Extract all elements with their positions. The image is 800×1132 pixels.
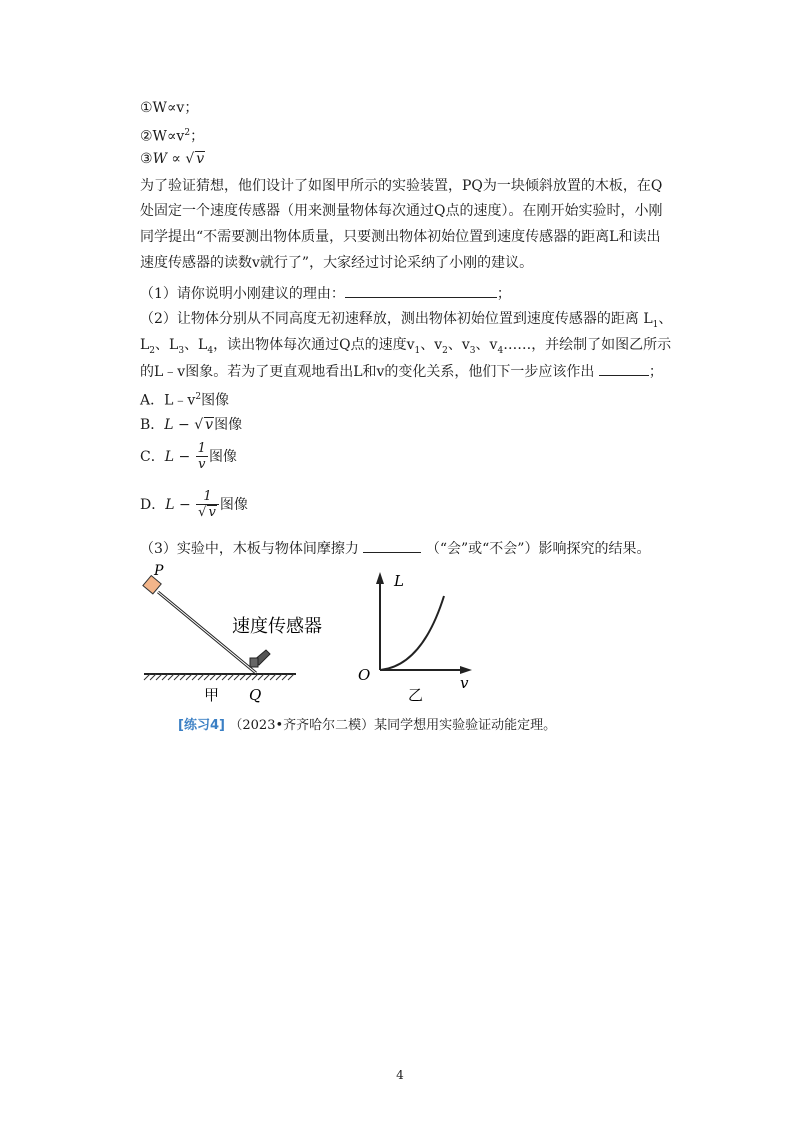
fraction-1-over-sqrt-v: $\frac{1}{√ v}$ <box>196 490 219 520</box>
label-v: v <box>460 674 469 692</box>
hypothesis-1: ①W∝v； <box>140 100 199 116</box>
option-c: C．L − $\frac{1}{v}$ 图像 <box>140 441 237 472</box>
question-3: （3）实验中，木板与物体间摩擦力 （“会”或“不会”）影响探究的结果。 <box>140 538 650 559</box>
answer-blank-3[interactable] <box>363 538 421 553</box>
question-1: （1）请你说明小刚建议的理由： ； <box>140 283 511 304</box>
page-number: 4 <box>396 1068 404 1082</box>
y-arrow <box>376 572 384 584</box>
hypothesis-2: $②W\propto v^2$； <box>140 128 205 145</box>
paragraph-line-4: 速度传感器的读数v就行了”，大家经过讨论采纳了小刚的建议。 <box>140 255 534 271</box>
paragraph-line-3: 同学提出“不需要测出物体质量，只要测出物体初始位置到速度传感器的距离L和读出 <box>140 229 661 245</box>
figure-incline <box>136 563 322 706</box>
label-o: O <box>358 666 371 684</box>
option-d: D．L − $\frac{1}{√ v}$ 图像 <box>140 489 248 520</box>
label-q: Q <box>249 686 262 704</box>
answer-blank-2[interactable] <box>599 361 649 376</box>
next-exercise: [练习4] （2023•齐齐哈尔二模）某同学想用实验验证动能定理。 <box>178 718 557 733</box>
l-v-curve <box>380 596 444 670</box>
paragraph-line-1: 为了验证猜想，他们设计了如图甲所示的实验装置，PQ为一块倾斜放置的木板，在Q <box>140 178 663 194</box>
figure-graph <box>352 566 482 706</box>
x-arrow <box>460 666 472 674</box>
option-a: A．$L﹣v^2$图像 <box>140 392 230 409</box>
hypothesis-3: ③W ∝ √ v <box>140 151 205 167</box>
caption-jia: 甲 <box>204 686 220 704</box>
label-sensor: 速度传感器 <box>232 616 322 637</box>
option-b: B．L − √ v图像 <box>140 417 243 433</box>
exercise-tag: [练习4] <box>178 718 225 733</box>
label-p: P <box>154 563 164 579</box>
label-l: L <box>394 572 404 590</box>
fraction-1-over-v: $\frac{1}{v}$ <box>197 441 206 472</box>
paragraph-line-2: 处固定一个速度传感器（用来测量物体每次通过Q点的速度）。在刚开始实验时，小刚 <box>140 203 663 219</box>
answer-blank-1[interactable] <box>345 283 497 298</box>
question-2-line-3: 的L﹣v图象。若为了更直观地看出L和v的变化关系，他们下一步应该作出 ； <box>140 361 663 382</box>
question-2-line-2: $L_2$、$L_3$、$L_4$，读出物体每次通过Q点的速度$v_1$、$v_2$、$v_3$、$v_4\dots\dots$，并绘制了如图乙所示 <box>140 337 672 356</box>
caption-yi: 乙 <box>408 686 424 704</box>
question-2-line-1: （2）让物体分别从不同高度无初速释放，测出物体初始位置到速度传感器的距离 $L_1$、 <box>140 311 673 330</box>
